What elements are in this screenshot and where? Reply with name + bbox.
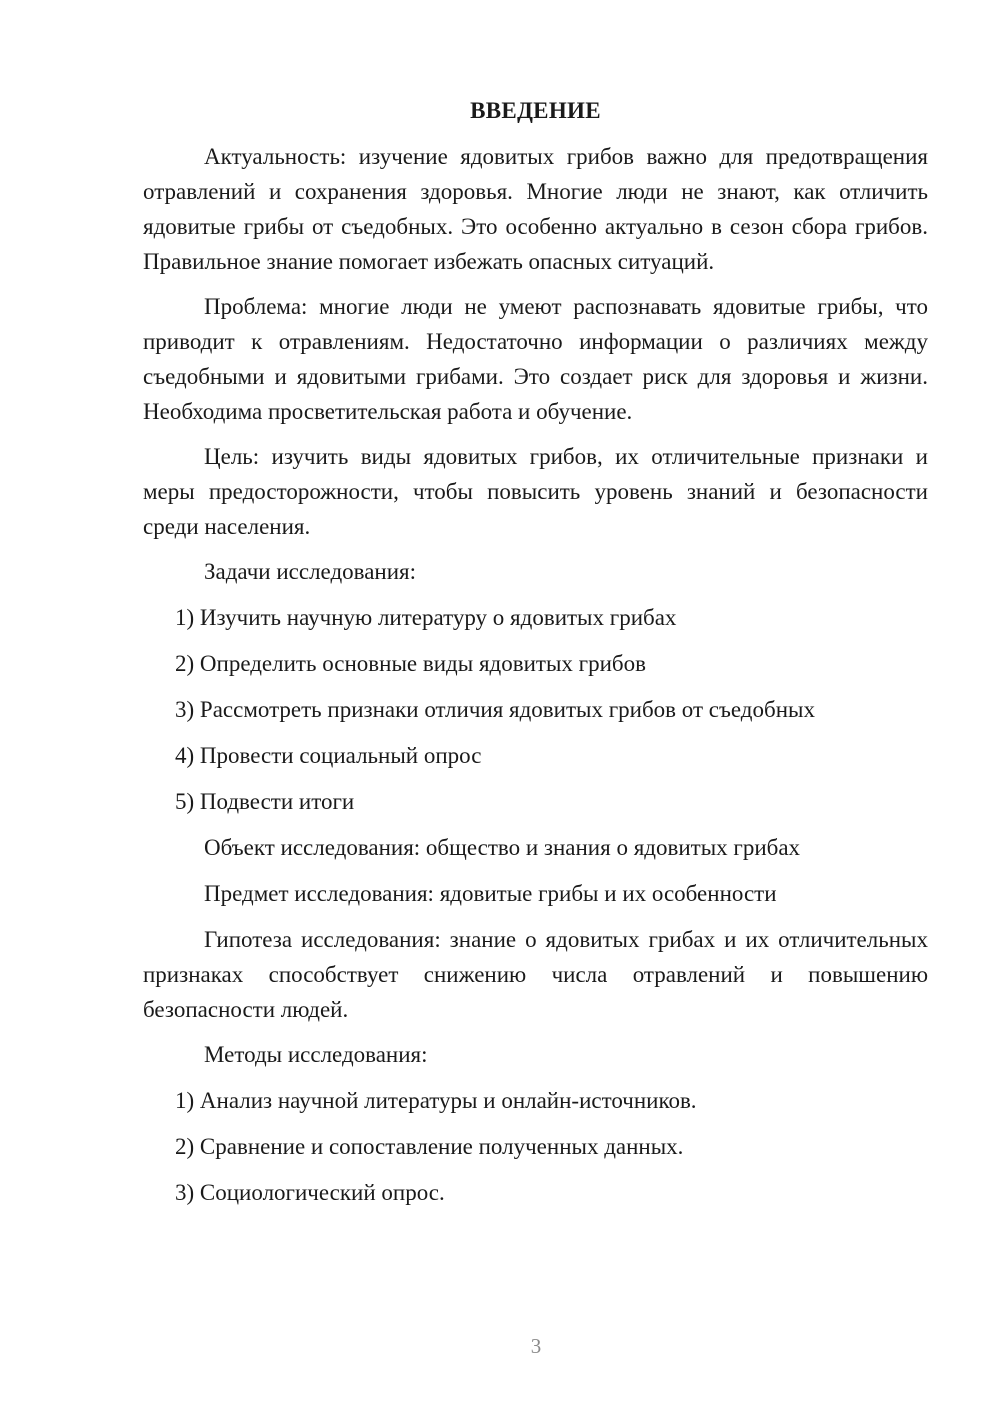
tasks-heading: Задачи исследования: — [204, 559, 417, 584]
task-item-4: 4) Провести социальный опрос — [175, 743, 482, 768]
research-object: Объект исследования: общество и знания о ядовитых грибах — [204, 835, 801, 860]
relevance-paragraph: Актуальность: изучение ядовитых грибов важно для предотвращения отравлений и сохранения здоровья. Многие люди не знают, как отличить ядовитые грибы от съедобных. Это особенно актуально в сезон сбора грибов. Правильное знание помогает избежать опасных ситуаций. — [143, 144, 928, 274]
method-item-2: 2) Сравнение и сопоставление полученных данных. — [175, 1134, 684, 1159]
page-number: 3 — [530, 1334, 542, 1358]
goal-paragraph: Цель: изучить виды ядовитых грибов, их отличительные признаки и меры предосторожности, чтобы повысить уровень знаний и безопасности среди населения. — [143, 444, 928, 539]
method-item-3: 3) Социологический опрос. — [175, 1180, 445, 1205]
page-content — [143, 96, 928, 1221]
problem-paragraph: Проблема: многие люди не умеют распознавать ядовитые грибы, что приводит к отравлениям. Недостаточно информации о различиях между съедобными и ядовитыми грибами. Это создает риск для здоровья и жизни. Необходима просветительская работа и обучение. — [143, 294, 928, 424]
task-item-1: 1) Изучить научную литературу о ядовитых грибах — [175, 605, 677, 630]
methods-heading: Методы исследования: — [204, 1042, 428, 1067]
task-item-3: 3) Рассмотреть признаки отличия ядовитых грибов от съедобных — [175, 697, 815, 722]
research-subject: Предмет исследования: ядовитые грибы и их особенности — [204, 881, 777, 906]
section-title: ВВЕДЕНИЕ — [470, 98, 601, 123]
task-item-2: 2) Определить основные виды ядовитых грибов — [175, 651, 646, 676]
method-item-1: 1) Анализ научной литературы и онлайн-источников. — [175, 1088, 697, 1113]
task-item-5: 5) Подвести итоги — [175, 789, 355, 814]
hypothesis-paragraph: Гипотеза исследования: знание о ядовитых грибах и их отличительных признаках способствует снижению числа отравлений и повышению безопасности людей. — [143, 927, 928, 1022]
